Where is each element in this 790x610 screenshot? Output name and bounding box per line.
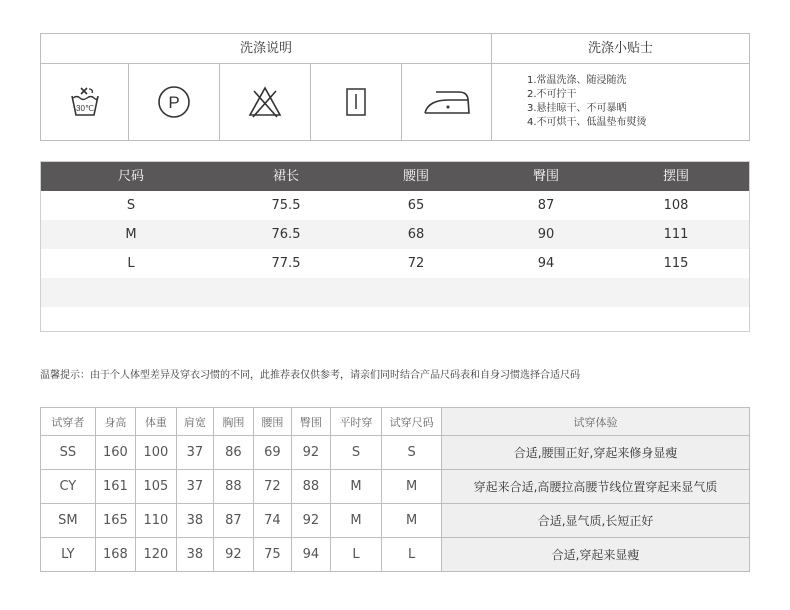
fitting-cell: 88 [214, 470, 254, 504]
size-recommendation-note: 温馨提示：由于个人体型差异及穿衣习惯的不同，此推荐表仅供参考，请亲们同时结合产品尺码表和自身习惯选择合适尺码 [40, 370, 580, 381]
size-chart-header [41, 162, 749, 191]
fitting-experience-cell: 合适,穿起来显瘦 [442, 538, 750, 572]
size-cell: 65 [407, 198, 425, 213]
care-tip: 2.不可拧干 [527, 89, 577, 100]
size-cell: 111 [663, 227, 689, 242]
fitting-cell: 94 [292, 538, 330, 572]
care-tips-title: 洗涤小贴士 [492, 34, 749, 64]
size-cell: 77.5 [271, 256, 301, 271]
fitting-cell: 92 [292, 436, 330, 470]
fitting-cell: CY [41, 470, 96, 504]
fitting-header-cell: 平时穿 [330, 408, 382, 436]
fitting-cell: LY [41, 538, 96, 572]
size-row-empty [41, 307, 749, 336]
care-tip: 1.常温洗涤、随浸随洗 [527, 75, 627, 86]
fitting-row [41, 436, 750, 470]
fitting-cell: 92 [292, 504, 330, 538]
size-header-cell: 臀围 [532, 169, 559, 184]
fitting-header-cell: 腰围 [253, 408, 291, 436]
fitting-row [41, 470, 750, 504]
fitting-row [41, 538, 750, 572]
fitting-cell: 168 [95, 538, 136, 572]
fitting-cell: 100 [136, 436, 177, 470]
size-cell: M [125, 227, 137, 242]
fitting-header-cell: 肩宽 [176, 408, 213, 436]
care-instructions-box [40, 33, 750, 141]
size-header-cell: 裙长 [272, 169, 299, 184]
fitting-cell: S [382, 436, 442, 470]
wash-temperature-label: 30℃ [75, 104, 94, 113]
fitting-header-cell: 试穿尺码 [382, 408, 442, 436]
size-cell: 90 [537, 227, 555, 242]
size-cell: 76.5 [271, 227, 301, 242]
fitting-cell: 161 [95, 470, 136, 504]
dry-clean-letter: P [168, 93, 180, 112]
fitting-cell: M [382, 470, 442, 504]
fitting-cell: 75 [253, 538, 291, 572]
fitting-cell: 88 [292, 470, 330, 504]
care-tips-list [527, 74, 647, 130]
fitting-cell: 165 [95, 504, 136, 538]
care-tip: 3.悬挂晾干、不可暴晒 [527, 103, 627, 114]
hang-dry-icon [311, 64, 402, 140]
fitting-cell: 92 [214, 538, 254, 572]
fitting-cell: 87 [214, 504, 254, 538]
fitting-header-cell: 体重 [136, 408, 177, 436]
fitting-cell: L [382, 538, 442, 572]
size-cell: 87 [537, 198, 555, 213]
size-cell: 94 [537, 256, 555, 271]
fitting-cell: 105 [136, 470, 177, 504]
size-cell: 108 [663, 198, 689, 213]
size-header-cell: 摆围 [662, 169, 689, 184]
fitting-cell: M [330, 470, 382, 504]
do-not-bleach-icon [220, 64, 311, 140]
fitting-header-cell: 试穿体验 [442, 408, 750, 436]
fitting-header-cell: 臀围 [292, 408, 330, 436]
fitting-cell: 38 [176, 538, 213, 572]
fitting-table [40, 407, 750, 572]
fitting-experience-cell: 合适,腰围正好,穿起来修身显瘦 [442, 436, 750, 470]
fitting-cell: L [330, 538, 382, 572]
fitting-cell: 120 [136, 538, 177, 572]
fitting-header-cell: 试穿者 [41, 408, 96, 436]
care-tip: 4.不可烘干、低温垫布熨烫 [527, 117, 647, 128]
fitting-cell: 37 [176, 470, 213, 504]
fitting-cell: SM [41, 504, 96, 538]
size-cell: 72 [407, 256, 425, 271]
fitting-cell: 74 [253, 504, 291, 538]
fitting-header-cell: 胸围 [214, 408, 254, 436]
fitting-cell: 72 [253, 470, 291, 504]
fitting-cell: 160 [95, 436, 136, 470]
wash-30-icon [41, 64, 129, 140]
fitting-cell: 110 [136, 504, 177, 538]
size-row [41, 220, 749, 249]
size-cell: 115 [663, 256, 689, 271]
care-icons-row [41, 64, 492, 140]
fitting-cell: S [330, 436, 382, 470]
size-cell: L [127, 256, 135, 271]
size-cell: 75.5 [271, 198, 301, 213]
size-cell: 68 [407, 227, 425, 242]
size-header-cell: 尺码 [117, 169, 144, 184]
size-chart [40, 161, 750, 332]
fitting-header-cell: 身高 [95, 408, 136, 436]
fitting-cell: 37 [176, 436, 213, 470]
fitting-cell: M [330, 504, 382, 538]
fitting-cell: 38 [176, 504, 213, 538]
size-row [41, 249, 749, 278]
size-cell: S [126, 198, 136, 213]
dry-clean-p-icon [129, 64, 220, 140]
fitting-experience-cell: 穿起来合适,高腰拉高腰节线位置穿起来显气质 [442, 470, 750, 504]
fitting-cell: M [382, 504, 442, 538]
fitting-cell: 69 [253, 436, 291, 470]
fitting-cell: SS [41, 436, 96, 470]
size-row [41, 191, 749, 220]
care-instructions-title: 洗涤说明 [41, 34, 492, 64]
size-row-empty [41, 278, 749, 307]
iron-low-icon [402, 64, 492, 140]
size-header-cell: 腰围 [402, 169, 429, 184]
fitting-row [41, 504, 750, 538]
fitting-cell: 86 [214, 436, 254, 470]
fitting-header-row [41, 408, 750, 436]
fitting-experience-cell: 合适,显气质,长短正好 [442, 504, 750, 538]
